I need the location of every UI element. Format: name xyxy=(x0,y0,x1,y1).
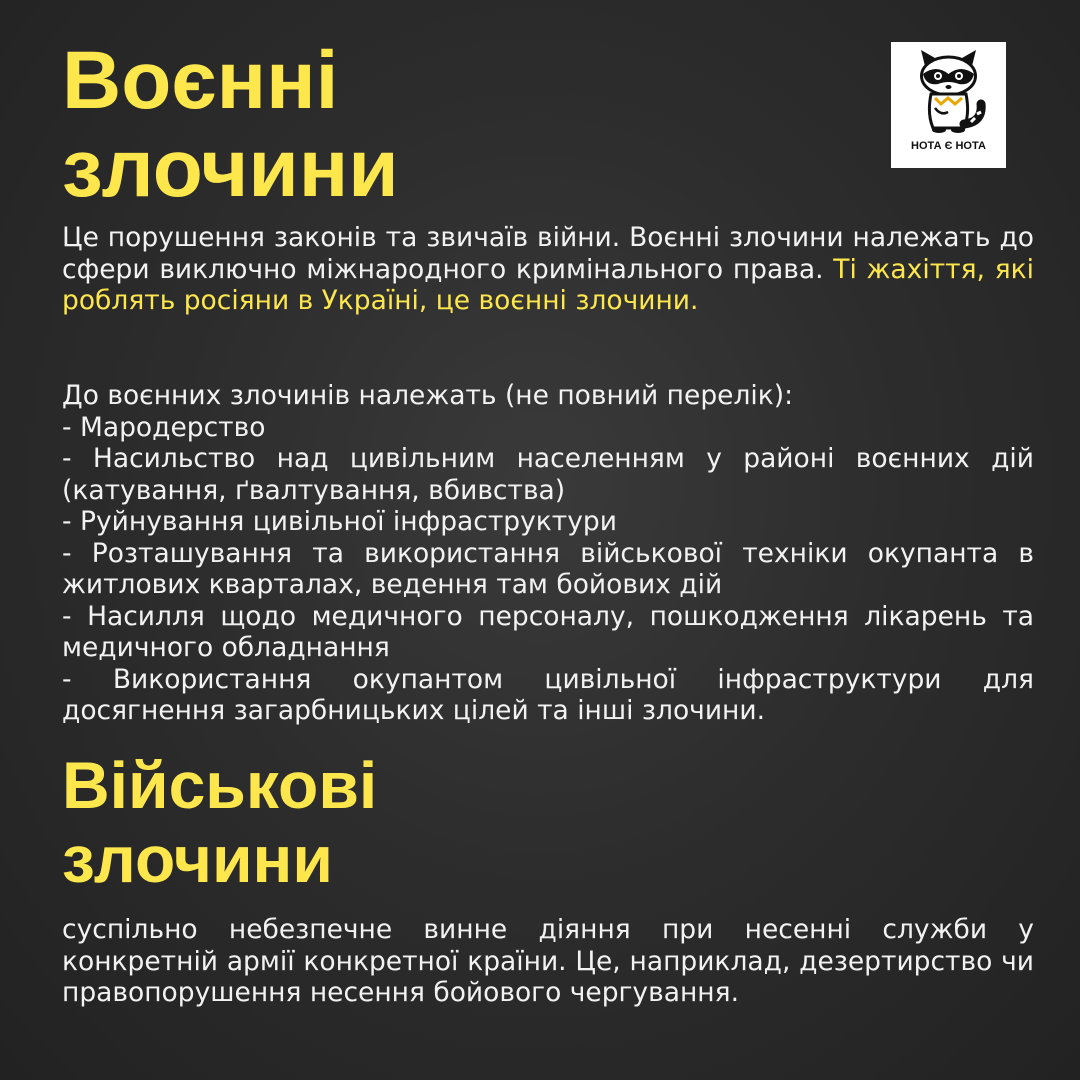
list-item: - Використання окупантом цивільної інфраструктури для досягнення загарбницьких цілей та інші злочини. xyxy=(62,663,1034,726)
war-crimes-title xyxy=(62,35,399,214)
military-crimes-definition: суспільно небезпечне винне діяння при несенні служби у конкретній армії конкретної країни. Це, наприклад, дезертирство чи правопорушення несення бойового чергування. xyxy=(62,914,1034,1008)
list-item: - Насилля щодо медичного персоналу, пошкодження лікарень та медичного обладнання xyxy=(62,600,1034,663)
military-crimes-title-line2: злочини xyxy=(62,822,333,896)
war-crimes-list xyxy=(62,380,1034,727)
list-header: До воєнних злочинів належать (не повний перелік): xyxy=(62,380,794,411)
military-crimes-title xyxy=(62,748,378,896)
list-item: - Мародерство xyxy=(62,411,266,443)
logo-text: НОТА Є НОТА xyxy=(911,140,986,152)
military-crimes-title-line1: Військові xyxy=(62,748,378,822)
war-crimes-intro xyxy=(62,222,1034,317)
list-item: - Руйнування цивільної інфраструктури xyxy=(62,506,617,537)
war-crimes-title-line1: Воєнні xyxy=(62,35,339,126)
list-item: - Насильство над цивільним населенням у районі воєнних дій (катування, ґвалтування, вбивства) xyxy=(62,443,1034,506)
intro-highlight: Ті жахіття, які роблять росіяни в Україні, це воєнні злочини. xyxy=(62,253,1034,316)
war-crimes-title-line2: злочини xyxy=(62,123,399,214)
list-item: - Розташування та використання військової техніки окупанта в житлових кварталах, ведення там бойових дій xyxy=(62,537,1034,600)
intro-text: Це порушення законів та звичаїв війни. Воєнні злочини належать до сфери виключно міжнародного кримінального права. xyxy=(62,222,1034,285)
brand-logo xyxy=(891,42,1006,168)
raccoon-icon xyxy=(891,42,1006,168)
